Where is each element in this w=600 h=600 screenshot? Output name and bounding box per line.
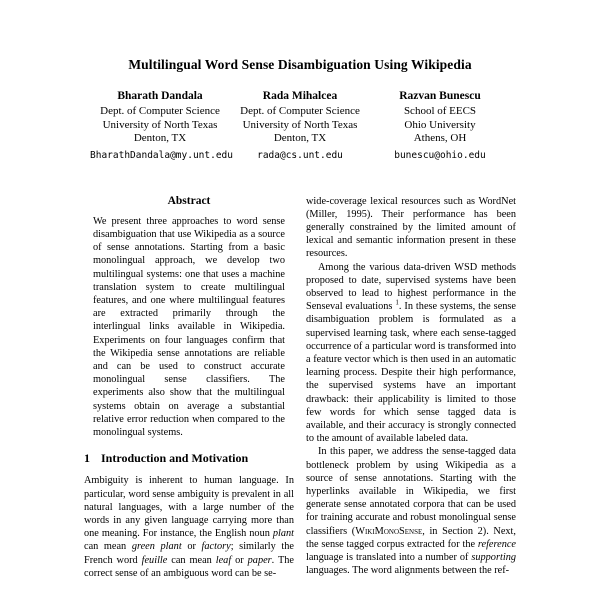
left-column <box>84 195 294 580</box>
two-column-body <box>0 195 600 580</box>
author-affiliation-line: Athens, OH <box>413 132 467 144</box>
author-affiliation-line: Dept. of Computer Science <box>100 105 220 117</box>
author-affiliation-line: School of EECS <box>403 105 477 117</box>
author-email: BharathDandala@my.unt.edu <box>90 149 233 161</box>
abstract-heading: Abstract <box>167 194 211 207</box>
author-name: Bharath Dandala <box>117 90 203 102</box>
right-paragraph-1: wide-coverage lexical resources such as WordNet (Miller, 1995). Their performance has been generally constrained by the limited amount of lexical and semantic information present in these resources. <box>306 195 516 260</box>
section-title: Introduction and Motivation <box>101 451 249 466</box>
author-3 <box>370 90 510 161</box>
author-1 <box>90 90 233 161</box>
author-name: Razvan Bunescu <box>399 90 481 102</box>
right-paragraph-3: In this paper, we address the sense-tagged data bottleneck problem by using Wikipedia as a source of sense annotations. Starting with the hyperlinks available in Wikipedia, we first generate sense annotated corpora that can be used for training accurate and robust monolingual sense classifiers (WikiMonoSense, in Section 2). Next, the sense tagged corpus extracted for the reference language is translated into a number of supporting languages. The word alignments between the ref- <box>306 446 516 577</box>
author-affiliation-line: Ohio University <box>404 118 476 131</box>
intro-paragraph: Ambiguity is inherent to human language. In particular, word sense ambiguity is prevalent in all natural languages, with a large number of the words in any given language carrying more than one meaning. For instance, the English noun plant can mean green plant or factory; similarly the French word feuille can mean leaf or paper. The correct sense of an ambiguous word can be se- <box>84 475 294 579</box>
right-column <box>306 195 516 580</box>
author-affiliation-line: University of North Texas <box>102 118 218 131</box>
author-block <box>0 90 600 161</box>
author-email: rada@cs.unt.edu <box>257 149 343 161</box>
author-name: Rada Mihalcea <box>262 90 338 102</box>
author-affiliation-line: Dept. of Computer Science <box>240 105 360 117</box>
section-number: 1 <box>84 451 90 466</box>
author-affiliation-line: Denton, TX <box>133 132 187 144</box>
section-1-heading <box>84 452 294 465</box>
author-2 <box>230 90 370 161</box>
paper-title: Multilingual Word Sense Disambiguation Using Wikipedia <box>128 57 472 72</box>
right-paragraph-2: Among the various data-driven WSD methods proposed to date, supervised systems have been observed to lead to highest performance in the Senseval evaluations $^1$. In these systems, the sense disambiguation problem is formulated as a supervised learning task, where each sense-tagged occurrence of a particular word is transformed into a feature vector which is then used in an automatic learning process. Despite their high performance, the supervised systems have an important drawback: their applicability is limited to those few words for which sense tagged data is available, and their accuracy is strongly connected to the amount of available labeled data. <box>306 261 516 445</box>
abstract-text: We present three approaches to word sense disambiguation that use Wikipedia as a source of sense annotations. Starting from a basic monolingual approach, we develop two multilingual systems: one that uses a machine translation system to create multilingual features, and one where multilingual features are extracted primarily through the interlingual links available in Wikipedia. Experiments on four languages confirm that the Wikipedia sense annotations are reliable and can be used to construct accurate monolingual sense classifiers. The experiments also show that the multilingual systems obtain on average a substantial relative error reduction when compared to the monolingual systems. <box>93 215 285 438</box>
author-affiliation-line: Denton, TX <box>273 132 327 144</box>
author-affiliation-line: University of North Texas <box>242 118 358 131</box>
author-email: bunescu@ohio.edu <box>394 149 486 161</box>
